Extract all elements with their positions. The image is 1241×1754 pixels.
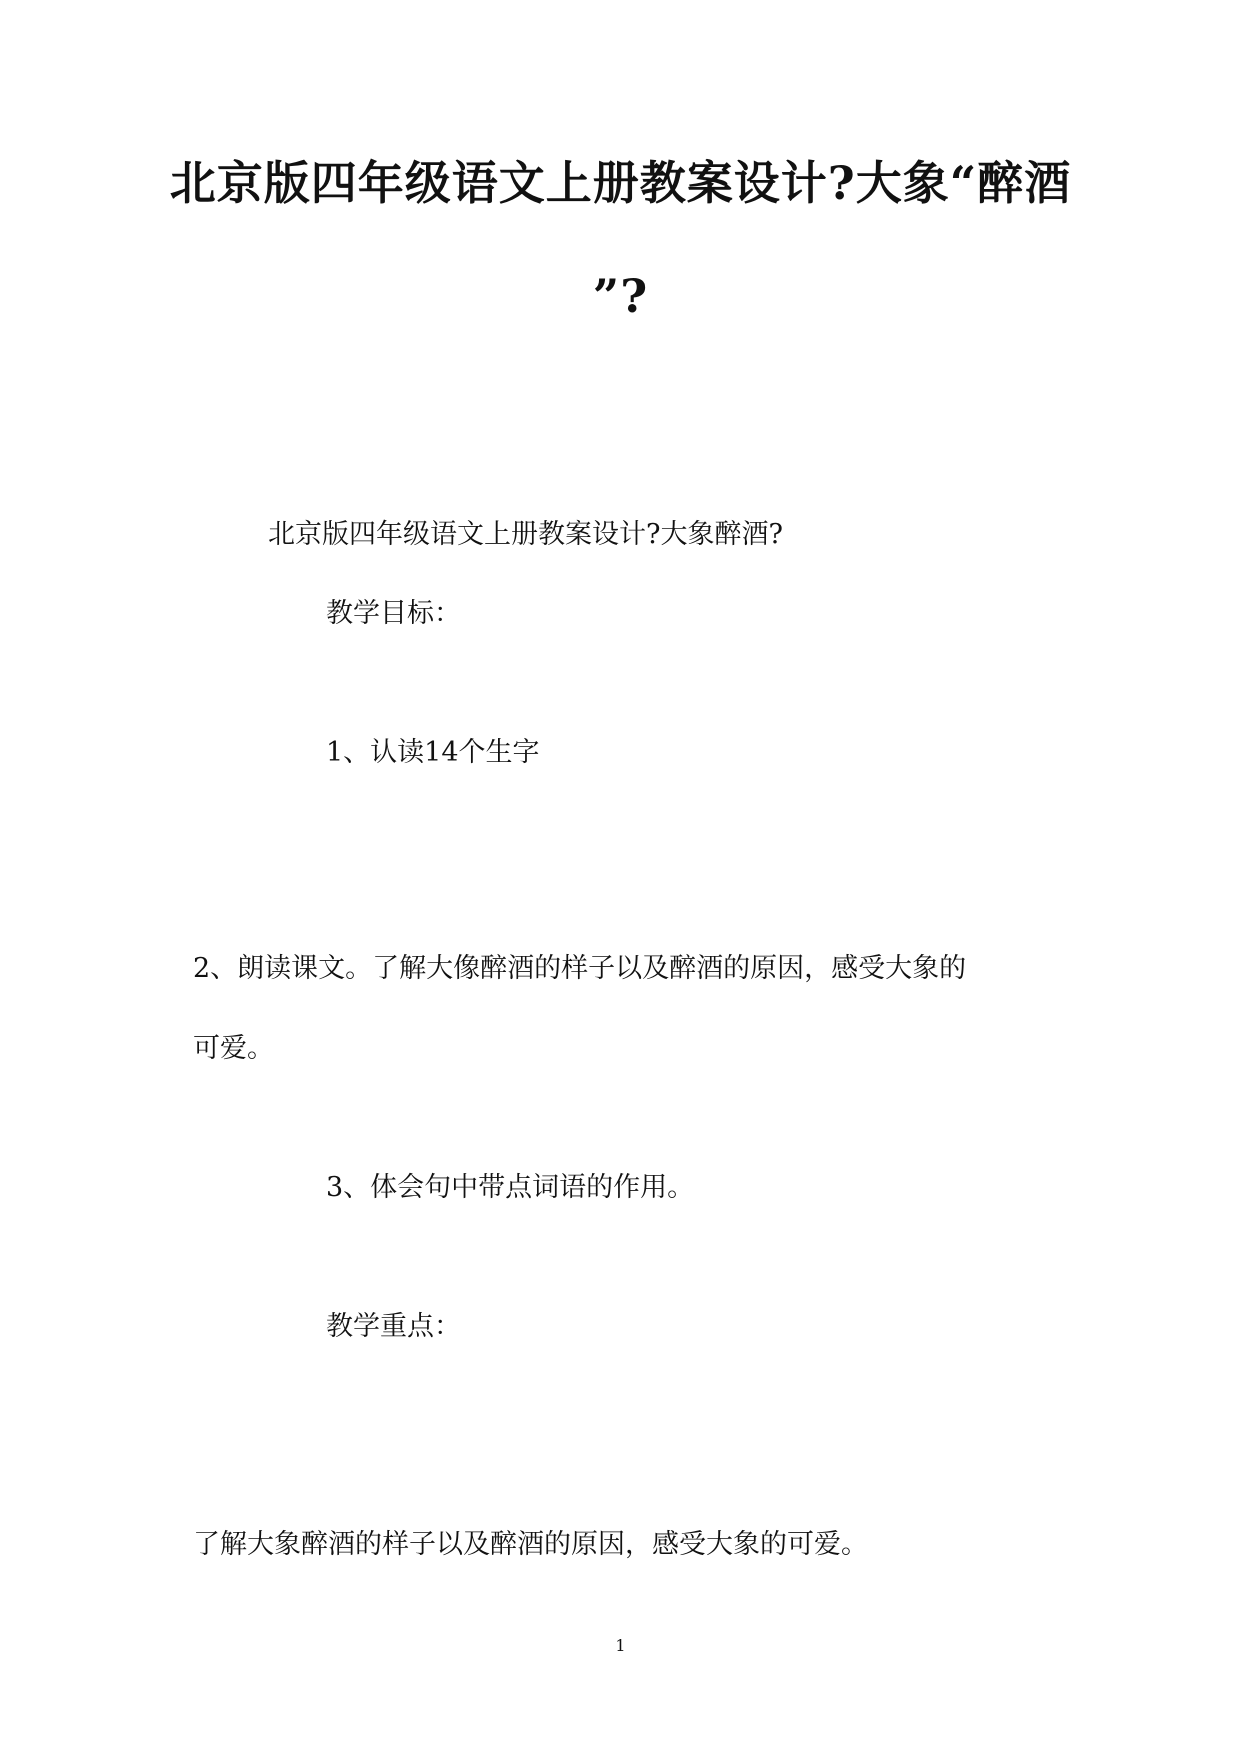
goal-1-paragraph: 1、认读14个生字 <box>326 737 540 768</box>
goal-3-paragraph: 3、体会句中带点词语的作用。 <box>326 1172 695 1203</box>
teaching-goals-heading: 教学目标： <box>326 598 461 629</box>
page-number: 1 <box>615 1636 626 1655</box>
teaching-focus-heading: 教学重点： <box>326 1311 461 1342</box>
goal-2-paragraph-line-2: 可爱。 <box>193 1033 274 1064</box>
goal-2-paragraph-line-1: 2、朗读课文。了解大像醉酒的样子以及醉酒的原因，感受大象的 <box>193 953 967 984</box>
document-title-line-2: ”? <box>592 269 649 323</box>
document-title-line-1: 北京版四年级语文上册教案设计?大象“醉酒 <box>169 156 1072 210</box>
teaching-focus-paragraph: 了解大象醉酒的样子以及醉酒的原因，感受大象的可爱。 <box>193 1529 868 1560</box>
subtitle-paragraph: 北京版四年级语文上册教案设计?大象醉酒? <box>268 519 783 550</box>
